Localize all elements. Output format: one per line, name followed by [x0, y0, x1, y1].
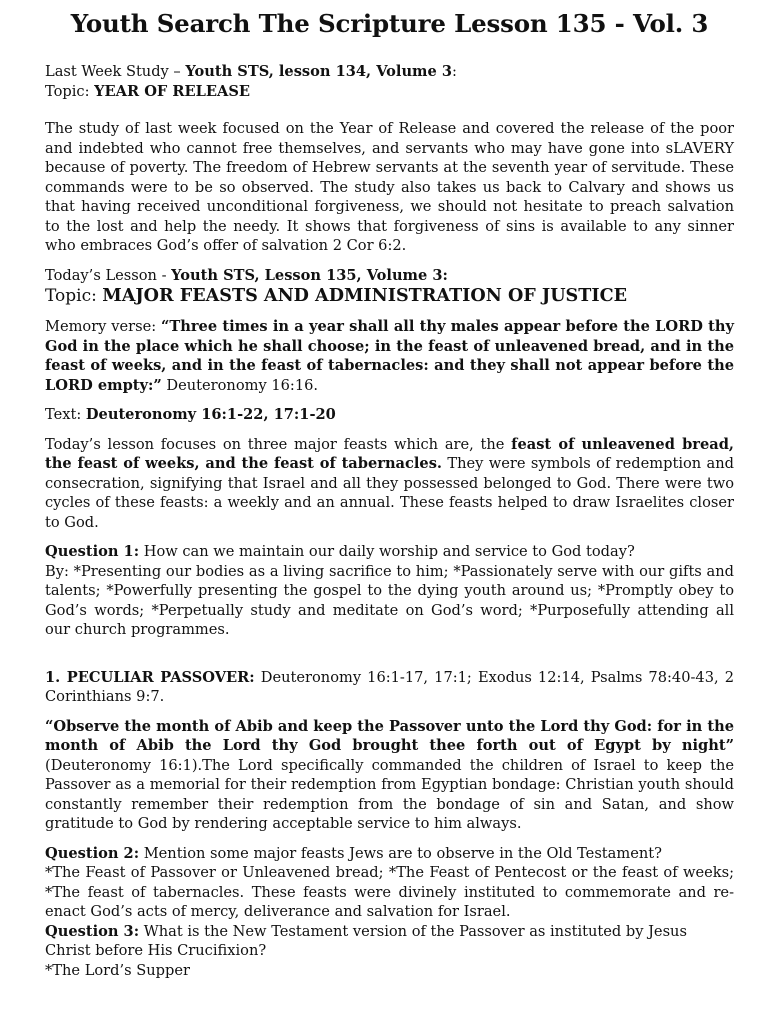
lesson-text	[45, 405, 734, 425]
today-lesson-prefix: Today’s Lesson -	[45, 266, 172, 284]
passover-body: (Deuteronomy 16:1).The Lord specifically commanded the children of Israel to keep the Passover as a memorial for their redemption from Egyptian bondage: Christian youth should constantly remember their redemption from the bondage of sin and Satan, and show gratitude to God by rendering acceptable service to him always.	[45, 756, 734, 832]
question-2-answer: *The Feast of Passover or Unleavened bread; *The Feast of Pentecost or the feast of weeks; *The feast of tabernacles. These feasts were divinely instituted to commemorate and re-enact God’s acts of mercy, deliverance and salvation for Israel.	[45, 864, 734, 920]
last-week-summary: The study of last week focused on the Year of Release and covered the release of the poor and indebted who cannot free themselves, and servants who may have gone into sLAVERY because of poverty. The freedom of Hebrew servants at the seventh year of servitude. These commands were to be so observed. The study also takes us back to Calvary and shows us that having received unconditional forgiveness, we should not hesitate to preach salvation to the lost and help the needy. It shows that forgiveness of sins is available to any sinner who embraces God’s offer of salvation 2 Cor 6:2.	[45, 120, 734, 254]
passover-paragraph	[45, 717, 734, 834]
question-1-label: Question 1:	[45, 543, 140, 560]
question-2-text: Mention some major feasts Jews are to observe in the Old Testament?	[139, 844, 662, 862]
section-1-heading: 1. PECULIAR PASSOVER:	[45, 668, 255, 686]
question-1	[45, 542, 734, 562]
memory-verse-ref: Deuteronomy 16:16.	[161, 376, 319, 394]
lesson-intro-feasts: feast of unleavened bread, the feast of weeks, and the feast of tabernacles.	[45, 435, 735, 472]
last-week-line	[45, 62, 734, 82]
question-3-label: Question 3:	[45, 922, 140, 940]
question-3	[45, 922, 734, 961]
question-3-answer: *The Lord’s Supper	[45, 961, 190, 979]
last-week-topic-line	[45, 82, 734, 102]
section-1	[45, 668, 734, 707]
question-2-label: Question 2:	[45, 844, 140, 862]
today-topic: MAJOR FEASTS AND ADMINISTRATION OF JUSTICE	[102, 285, 627, 306]
lesson-intro-after: They were symbols of redemption and consecration, signifying that Israel and all they possessed belonged to God. There were two cycles of these feasts: a weekly and an annual. These feasts helped to draw Israelites closer to God.	[45, 455, 734, 531]
question-3-text: What is the New Testament version of the Passover as instituted by Jesus Christ before His Crucifixion?	[45, 922, 687, 959]
last-week-topic: YEAR OF RELEASE	[94, 82, 250, 100]
memory-verse	[45, 317, 734, 395]
lesson-intro-before: Today’s lesson focuses on three major feasts which are, the	[45, 435, 512, 453]
section-1-refs: Deuteronomy 16:1-17, 17:1; Exodus 12:14, Psalms 78:40-43, 2 Corinthians 9:7.	[45, 668, 734, 705]
today-topic-label: Topic:	[45, 286, 103, 306]
today-topic-line	[45, 285, 734, 307]
lesson-intro	[45, 435, 734, 533]
last-week-suffix: :	[452, 63, 457, 80]
today-lesson-title: Youth STS, Lesson 135, Volume 3:	[171, 266, 448, 284]
last-week-prefix: Last Week Study –	[45, 63, 186, 80]
last-week-study: Youth STS, lesson 134, Volume 3	[185, 63, 453, 80]
today-lesson-line	[45, 266, 734, 286]
last-week-topic-label: Topic:	[45, 82, 95, 100]
passover-quote: “Observe the month of Abib and keep the Passover unto the Lord thy God: for in the month of Abib the Lord thy God brought thee forth out of Egypt by night”	[45, 717, 734, 754]
question-2	[45, 844, 734, 864]
question-1-text: How can we maintain our daily worship and service to God today?	[139, 543, 635, 560]
page-title: Youth Search The Scripture Lesson 135 - Vol. 3	[70, 9, 709, 38]
lesson-text-ref: Deuteronomy 16:1-22, 17:1-20	[85, 406, 336, 423]
lesson-text-label: Text:	[45, 406, 86, 423]
question-1-answer: By: *Presenting our bodies as a living sacrifice to him; *Passionately serve with our gifts and talents; *Powerfully presenting the gospel to the dying youth around us; *Promptly obey to God’s words; *Perpetually study and meditate on God’s word; *Purposefully attending all our church programmes.	[45, 562, 734, 638]
memory-verse-quote: “Three times in a year shall all thy males appear before the LORD thy God in the place which he shall choose; in the feast of unleavened bread, and in the feast of weeks, and in the feast of tabernacles: and they shall not appear before the LORD empty:”	[45, 318, 734, 394]
memory-verse-label: Memory verse:	[45, 318, 161, 335]
